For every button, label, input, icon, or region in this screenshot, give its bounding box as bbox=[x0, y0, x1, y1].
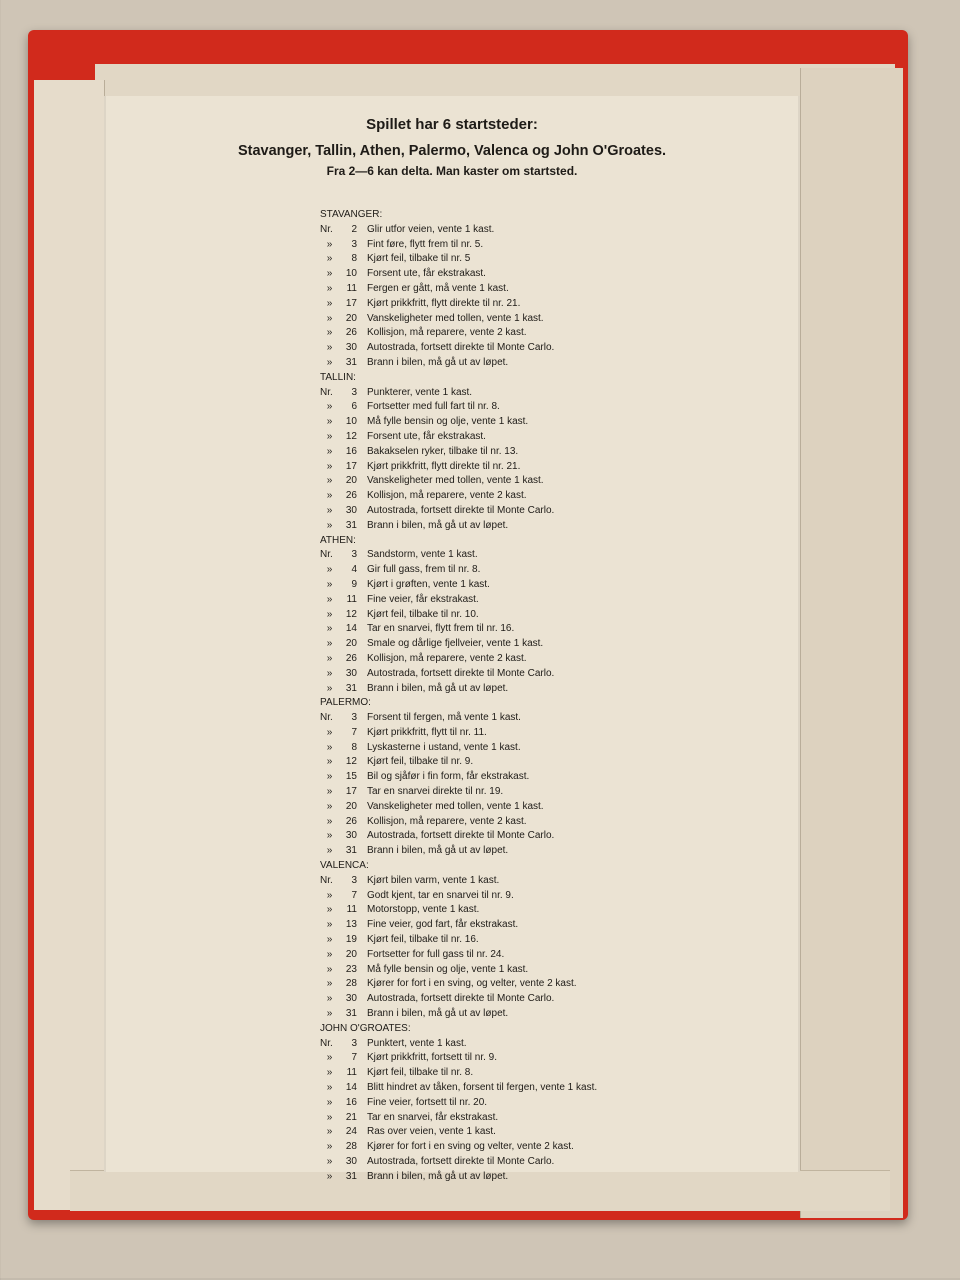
rule-text: Fergen er gått, må vente 1 kast. bbox=[367, 282, 509, 294]
rule-prefix: » bbox=[326, 756, 333, 768]
rule-text: Autostrada, fortsett direkte til Monte Carlo. bbox=[367, 830, 555, 842]
rule-row bbox=[320, 1007, 740, 1022]
rule-prefix: » bbox=[326, 815, 333, 827]
rule-number: 26 bbox=[345, 652, 357, 664]
rule-row bbox=[320, 889, 740, 904]
rule-row bbox=[320, 593, 740, 608]
rule-number: 9 bbox=[351, 578, 357, 590]
rule-prefix: » bbox=[326, 445, 333, 457]
rule-row bbox=[320, 815, 740, 830]
rule-text: Kjørt prikkfritt, flytt direkte til nr. 21. bbox=[367, 297, 521, 309]
rule-prefix: » bbox=[326, 1067, 333, 1079]
rule-text: Punkterer, vente 1 kast. bbox=[367, 386, 473, 398]
rule-number: 30 bbox=[345, 830, 357, 842]
rule-text: Bil og sjåfør i fin form, får ekstrakast. bbox=[367, 771, 530, 783]
rule-prefix: » bbox=[326, 978, 333, 990]
rule-text: Kollisjon, må reparere, vente 2 kast. bbox=[367, 490, 527, 502]
rule-row bbox=[320, 297, 740, 312]
rule-text: Brann i bilen, må gå ut av løpet. bbox=[367, 845, 509, 857]
rule-prefix: » bbox=[326, 1008, 333, 1020]
rule-number: 20 bbox=[345, 475, 357, 487]
rule-prefix: » bbox=[326, 490, 333, 502]
rule-row bbox=[320, 1037, 740, 1052]
rule-prefix: » bbox=[326, 963, 333, 975]
rule-prefix: Nr. bbox=[320, 386, 333, 398]
rule-row bbox=[320, 963, 740, 978]
rule-prefix: » bbox=[326, 282, 333, 294]
rule-prefix: » bbox=[326, 312, 333, 324]
rule-prefix: » bbox=[326, 682, 333, 694]
rule-number: 24 bbox=[345, 1126, 357, 1138]
rule-prefix: » bbox=[326, 475, 333, 487]
rule-text: Brann i bilen, må gå ut av løpet. bbox=[367, 1170, 509, 1182]
rule-prefix: » bbox=[326, 460, 333, 472]
rule-text: Fine veier, får ekstrakast. bbox=[367, 593, 479, 605]
rule-number: 31 bbox=[345, 682, 357, 694]
rule-number: 26 bbox=[345, 815, 357, 827]
rule-prefix: » bbox=[326, 667, 333, 679]
rule-text: Vanskeligheter med tollen, vente 1 kast. bbox=[367, 312, 544, 324]
rule-row bbox=[320, 711, 740, 726]
rule-prefix: » bbox=[326, 564, 333, 576]
rule-text: Brann i bilen, må gå ut av løpet. bbox=[367, 682, 509, 694]
rule-row bbox=[320, 874, 740, 889]
rule-prefix: » bbox=[326, 800, 333, 812]
rule-prefix: » bbox=[326, 771, 333, 783]
rule-number: 16 bbox=[345, 1096, 357, 1108]
rule-text: Kjørt feil, tilbake til nr. 10. bbox=[367, 608, 479, 620]
rule-text: Autostrada, fortsett direkte til Monte Carlo. bbox=[367, 342, 555, 354]
rule-row bbox=[320, 800, 740, 815]
rule-text: Glir utfor veien, vente 1 kast. bbox=[367, 223, 495, 235]
rule-text: Sandstorm, vente 1 kast. bbox=[367, 549, 478, 561]
rule-text: Kjørt feil, tilbake til nr. 9. bbox=[367, 756, 474, 768]
rule-prefix: » bbox=[326, 238, 333, 250]
rule-number: 8 bbox=[351, 741, 357, 753]
rule-row bbox=[320, 548, 740, 563]
rule-text: Autostrada, fortsett direkte til Monte Carlo. bbox=[367, 1156, 555, 1167]
rule-text: Kjørt prikkfritt, flytt til nr. 11. bbox=[367, 726, 487, 738]
section-title: PALERMO: bbox=[320, 697, 371, 709]
rule-text: Kjørt prikkfritt, fortsett til nr. 9. bbox=[367, 1052, 498, 1064]
rule-row bbox=[320, 755, 740, 770]
rule-text: Fint føre, flytt frem til nr. 5. bbox=[367, 238, 484, 250]
rule-row bbox=[320, 400, 740, 415]
section-title: STAVANGER: bbox=[320, 209, 383, 220]
rule-number: 30 bbox=[345, 993, 357, 1005]
rule-row bbox=[320, 637, 740, 652]
rule-row bbox=[320, 1051, 740, 1066]
rule-number: 28 bbox=[345, 1141, 357, 1153]
rule-text: Vanskeligheter med tollen, vente 1 kast. bbox=[367, 800, 544, 812]
rule-text: Autostrada, fortsett direkte til Monte Carlo. bbox=[367, 667, 555, 679]
rule-prefix: » bbox=[326, 1156, 333, 1167]
rule-row bbox=[320, 948, 740, 963]
rule-prefix: » bbox=[326, 786, 333, 798]
rule-row bbox=[320, 667, 740, 682]
rules-heading bbox=[104, 114, 800, 180]
rule-text: Godt kjent, tar en snarvei til nr. 9. bbox=[367, 889, 514, 901]
rule-number: 15 bbox=[345, 771, 357, 783]
rule-number: 20 bbox=[345, 638, 357, 650]
rule-prefix: » bbox=[326, 889, 333, 901]
rule-prefix: » bbox=[326, 948, 333, 960]
rule-number: 19 bbox=[345, 934, 357, 946]
rule-row bbox=[320, 1096, 740, 1111]
rule-number: 11 bbox=[346, 1067, 357, 1079]
rule-row bbox=[320, 386, 740, 401]
rule-text: Fortsetter med full fart til nr. 8. bbox=[367, 401, 500, 413]
rule-row bbox=[320, 504, 740, 519]
rule-text: Fine veier, god fart, får ekstrakast. bbox=[367, 919, 519, 931]
rule-prefix: » bbox=[326, 327, 333, 339]
rule-number: 12 bbox=[345, 430, 357, 442]
rule-number: 31 bbox=[345, 519, 357, 531]
rule-text: Smale og dårlige fjellveier, vente 1 kast. bbox=[367, 638, 544, 650]
rule-row bbox=[320, 252, 740, 267]
rule-prefix: » bbox=[326, 1052, 333, 1064]
rule-prefix: Nr. bbox=[320, 223, 333, 235]
rule-text: Lyskasterne i ustand, vente 1 kast. bbox=[367, 741, 521, 753]
heading-line-2: Stavanger, Tallin, Athen, Palermo, Valenca og John O'Groates. bbox=[237, 143, 667, 159]
rule-number: 2 bbox=[351, 223, 357, 235]
rule-number: 14 bbox=[345, 623, 357, 635]
rule-number: 11 bbox=[346, 282, 357, 294]
rule-number: 30 bbox=[345, 342, 357, 354]
rule-prefix: » bbox=[326, 652, 333, 664]
rule-row bbox=[320, 563, 740, 578]
rule-text: Kollisjon, må reparere, vente 2 kast. bbox=[367, 327, 527, 339]
rule-row bbox=[320, 223, 740, 238]
rule-prefix: » bbox=[326, 1111, 333, 1123]
rule-row bbox=[320, 1140, 740, 1155]
rule-number: 26 bbox=[345, 327, 357, 339]
rule-row bbox=[320, 903, 740, 918]
rule-text: Kjørt feil, tilbake til nr. 16. bbox=[367, 934, 479, 946]
rule-row bbox=[320, 652, 740, 667]
rule-row bbox=[320, 267, 740, 282]
rule-prefix: » bbox=[326, 638, 333, 650]
rule-text: Forsent ute, får ekstrakast. bbox=[367, 268, 486, 280]
rule-number: 28 bbox=[345, 978, 357, 990]
rule-prefix: » bbox=[326, 253, 333, 265]
rule-row bbox=[320, 1155, 740, 1170]
heading-line-3: Fra 2—6 kan delta. Man kaster om startsted. bbox=[326, 164, 578, 178]
rule-row bbox=[320, 430, 740, 445]
rule-number: 7 bbox=[351, 1052, 357, 1064]
rule-prefix: » bbox=[326, 268, 333, 280]
rule-text: Forsent til fergen, må vente 1 kast. bbox=[367, 712, 521, 724]
rule-number: 7 bbox=[351, 889, 357, 901]
rule-text: Kjørt bilen varm, vente 1 kast. bbox=[367, 874, 500, 886]
rule-text: Kjørt feil, tilbake til nr. 8. bbox=[367, 1067, 474, 1079]
rule-row bbox=[320, 460, 740, 475]
rule-text: Kjørt feil, tilbake til nr. 5 bbox=[367, 253, 471, 265]
rule-text: Bakakselen ryker, tilbake til nr. 13. bbox=[367, 445, 519, 457]
right-flap bbox=[800, 68, 903, 1218]
rule-row bbox=[320, 608, 740, 623]
rule-row bbox=[320, 844, 740, 859]
rule-number: 11 bbox=[346, 593, 357, 605]
section-title: VALENCA: bbox=[320, 860, 369, 872]
rule-row bbox=[320, 918, 740, 933]
rule-number: 12 bbox=[345, 608, 357, 620]
rule-row bbox=[320, 489, 740, 504]
rule-row bbox=[320, 1125, 740, 1140]
rule-number: 3 bbox=[351, 238, 357, 250]
rule-prefix: » bbox=[326, 1170, 333, 1182]
rule-row bbox=[320, 933, 740, 948]
rule-prefix: Nr. bbox=[320, 712, 333, 724]
rule-text: Punktert, vente 1 kast. bbox=[367, 1037, 467, 1049]
rule-text: Forsent ute, får ekstrakast. bbox=[367, 430, 486, 442]
rule-number: 3 bbox=[351, 712, 357, 724]
rule-number: 11 bbox=[346, 904, 357, 916]
rule-prefix: » bbox=[326, 1082, 333, 1094]
rule-number: 3 bbox=[351, 874, 357, 886]
rule-number: 31 bbox=[345, 845, 357, 857]
rule-text: Autostrada, fortsett direkte til Monte Carlo. bbox=[367, 993, 555, 1005]
section-title: JOHN O'GROATES: bbox=[320, 1022, 411, 1034]
rule-number: 10 bbox=[345, 268, 357, 280]
rule-row bbox=[320, 578, 740, 593]
rule-prefix: » bbox=[326, 356, 333, 368]
rule-row bbox=[320, 238, 740, 253]
rule-text: Fine veier, fortsett til nr. 20. bbox=[367, 1096, 488, 1108]
rule-number: 16 bbox=[345, 445, 357, 457]
top-flap bbox=[95, 64, 895, 99]
rule-number: 17 bbox=[345, 460, 357, 472]
rule-row bbox=[320, 1081, 740, 1096]
rule-prefix: » bbox=[326, 416, 333, 428]
section-title: ATHEN: bbox=[320, 534, 356, 546]
rule-text: Må fylle bensin og olje, vente 1 kast. bbox=[367, 416, 529, 428]
rule-prefix: » bbox=[326, 430, 333, 442]
rule-text: Fortsetter for full gass til nr. 24. bbox=[367, 948, 505, 960]
rule-row bbox=[320, 415, 740, 430]
rule-number: 21 bbox=[345, 1111, 357, 1123]
rule-prefix: » bbox=[326, 519, 333, 531]
rule-prefix: Nr. bbox=[320, 874, 333, 886]
rule-text: Kollisjon, må reparere, vente 2 kast. bbox=[367, 815, 527, 827]
rule-text: Tar en snarvei, får ekstrakast. bbox=[367, 1111, 499, 1123]
rule-number: 3 bbox=[351, 1037, 357, 1049]
rule-prefix: » bbox=[326, 342, 333, 354]
rule-number: 31 bbox=[345, 1008, 357, 1020]
rules-list bbox=[320, 208, 740, 1185]
rule-number: 20 bbox=[345, 312, 357, 324]
rule-row bbox=[320, 519, 740, 534]
rule-number: 31 bbox=[345, 356, 357, 368]
rule-row bbox=[320, 785, 740, 800]
rule-row bbox=[320, 312, 740, 327]
rule-number: 14 bbox=[345, 1082, 357, 1094]
rule-number: 30 bbox=[345, 504, 357, 516]
crease-left bbox=[104, 96, 106, 1172]
rule-row bbox=[320, 445, 740, 460]
rule-text: Må fylle bensin og olje, vente 1 kast. bbox=[367, 963, 529, 975]
rule-row bbox=[320, 1111, 740, 1126]
rule-row bbox=[320, 341, 740, 356]
rule-row bbox=[320, 1170, 740, 1185]
rule-prefix: » bbox=[326, 1096, 333, 1108]
rule-prefix: » bbox=[326, 919, 333, 931]
rule-row bbox=[320, 726, 740, 741]
rule-text: Motorstopp, vente 1 kast. bbox=[367, 904, 480, 916]
rule-number: 17 bbox=[345, 297, 357, 309]
rule-text: Kjørt i grøften, vente 1 kast. bbox=[367, 578, 490, 590]
rule-prefix: » bbox=[326, 608, 333, 620]
rule-text: Brann i bilen, må gå ut av løpet. bbox=[367, 519, 509, 531]
rule-text: Vanskeligheter med tollen, vente 1 kast. bbox=[367, 475, 544, 487]
rule-row bbox=[320, 622, 740, 637]
rule-prefix: » bbox=[326, 593, 333, 605]
rule-text: Brann i bilen, må gå ut av løpet. bbox=[367, 1008, 509, 1020]
rule-prefix: » bbox=[326, 1141, 333, 1153]
rule-row bbox=[320, 1066, 740, 1081]
rule-number: 20 bbox=[345, 800, 357, 812]
rule-text: Autostrada, fortsett direkte til Monte Carlo. bbox=[367, 504, 555, 516]
rule-text: Tar en snarvei, flytt frem til nr. 16. bbox=[367, 623, 515, 635]
rule-row bbox=[320, 282, 740, 297]
rule-prefix: » bbox=[326, 401, 333, 413]
rule-number: 20 bbox=[345, 948, 357, 960]
rule-row bbox=[320, 682, 740, 697]
section-title: TALLIN: bbox=[320, 371, 356, 383]
rule-row bbox=[320, 741, 740, 756]
rule-number: 8 bbox=[351, 253, 357, 265]
rule-prefix: Nr. bbox=[320, 549, 333, 561]
crease-right bbox=[798, 96, 800, 1172]
rule-number: 23 bbox=[345, 963, 357, 975]
rule-prefix: » bbox=[326, 504, 333, 516]
rule-row bbox=[320, 770, 740, 785]
rule-text: Blitt hindret av tåken, forsent til fergen, vente 1 kast. bbox=[367, 1082, 598, 1094]
rule-row bbox=[320, 977, 740, 992]
rule-number: 26 bbox=[345, 490, 357, 502]
rule-prefix: » bbox=[326, 726, 333, 738]
rule-row bbox=[320, 326, 740, 341]
rule-prefix: » bbox=[326, 623, 333, 635]
rule-row bbox=[320, 474, 740, 489]
rule-prefix: » bbox=[326, 741, 333, 753]
rule-text: Kollisjon, må reparere, vente 2 kast. bbox=[367, 652, 527, 664]
rule-number: 17 bbox=[345, 786, 357, 798]
rule-number: 7 bbox=[351, 726, 357, 738]
rule-row bbox=[320, 992, 740, 1007]
rule-prefix: » bbox=[326, 830, 333, 842]
rule-number: 3 bbox=[351, 386, 357, 398]
rule-number: 30 bbox=[345, 1156, 357, 1167]
rule-prefix: Nr. bbox=[320, 1037, 333, 1049]
rule-prefix: » bbox=[326, 904, 333, 916]
rule-number: 3 bbox=[351, 549, 357, 561]
rule-row bbox=[320, 829, 740, 844]
rule-prefix: » bbox=[326, 1126, 333, 1138]
rule-text: Kjørt prikkfritt, flytt direkte til nr. 21. bbox=[367, 460, 521, 472]
left-flap bbox=[34, 80, 105, 1210]
rule-text: Kjører for fort i en sving, og velter, vente 2 kast. bbox=[367, 978, 577, 990]
rule-text: Tar en snarvei direkte til nr. 19. bbox=[367, 786, 504, 798]
rule-prefix: » bbox=[326, 934, 333, 946]
rule-text: Gir full gass, frem til nr. 8. bbox=[367, 564, 481, 576]
rule-number: 6 bbox=[351, 401, 357, 413]
rule-prefix: » bbox=[326, 578, 333, 590]
heading-line-1: Spillet har 6 startsteder: bbox=[366, 116, 538, 133]
rule-number: 10 bbox=[345, 416, 357, 428]
rule-text: Kjører for fort i en sving og velter, vente 2 kast. bbox=[367, 1141, 574, 1153]
rule-prefix: » bbox=[326, 297, 333, 309]
rule-prefix: » bbox=[326, 993, 333, 1005]
rule-number: 13 bbox=[345, 919, 357, 931]
rule-number: 30 bbox=[345, 667, 357, 679]
rule-row bbox=[320, 356, 740, 371]
rule-text: Ras over veien, vente 1 kast. bbox=[367, 1126, 496, 1138]
rule-number: 4 bbox=[351, 564, 357, 576]
rule-prefix: » bbox=[326, 845, 333, 857]
rule-number: 12 bbox=[345, 756, 357, 768]
rule-number: 31 bbox=[345, 1170, 357, 1182]
rule-text: Brann i bilen, må gå ut av løpet. bbox=[367, 356, 509, 368]
